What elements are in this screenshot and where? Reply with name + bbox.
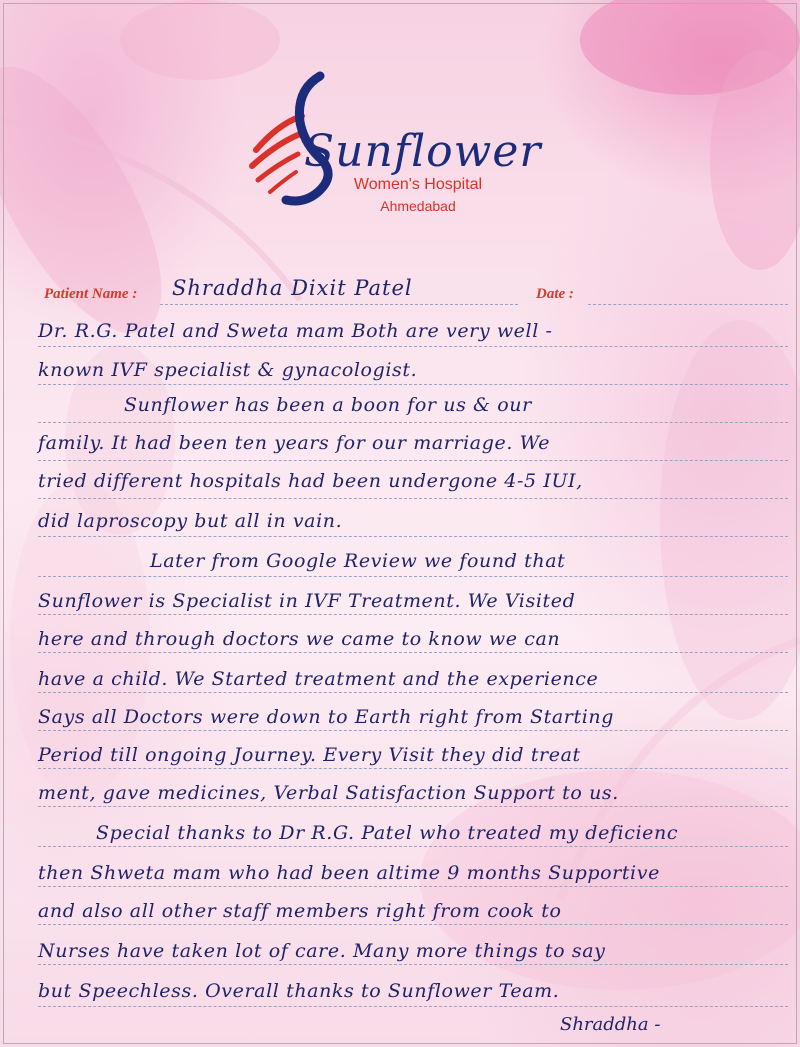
ruled-line [38, 384, 788, 385]
letter-line: Dr. R.G. Patel and Sweta mam Both are very well - [38, 320, 553, 342]
letter-line: family. It had been ten years for our marriage. We [38, 432, 551, 454]
date-label: Date : [536, 286, 574, 302]
brand-city: Ahmedabad [380, 198, 456, 214]
ruled-line [38, 692, 788, 693]
letter-line: Sunflower has been a boon for us & our [124, 394, 532, 416]
letter-line: then Shweta mam who had been altime 9 months Supportive [38, 862, 660, 884]
ruled-line [38, 730, 788, 731]
ruled-line [38, 924, 788, 925]
letter-line: Says all Doctors were down to Earth right from Starting [38, 706, 614, 728]
patient-name-rule [160, 304, 518, 305]
letter-line: Special thanks to Dr R.G. Patel who treated my deficienc [96, 822, 679, 844]
patient-name-label: Patient Name : [44, 286, 138, 302]
letter-line: here and through doctors we came to know we can [38, 628, 561, 650]
brand-name: Sunflower [304, 126, 542, 177]
brand-subtitle: Women's Hospital [353, 176, 483, 193]
ruled-line [38, 1006, 788, 1007]
hospital-logo [238, 64, 558, 224]
letter-line: Later from Google Review we found that [150, 550, 566, 572]
ruled-line [38, 652, 788, 653]
letter-line: but Speechless. Overall thanks to Sunflower Team. [38, 980, 560, 1002]
letter-line: Nurses have taken lot of care. Many more things to say [38, 940, 606, 962]
ruled-line [38, 536, 788, 537]
ruled-line [38, 576, 788, 577]
ruled-line [38, 846, 788, 847]
ruled-line [38, 964, 788, 965]
date-rule [588, 304, 788, 305]
letter-line: ment, gave medicines, Verbal Satisfaction Support to us. [38, 782, 619, 804]
signature: Shraddha - [560, 1014, 661, 1035]
letter-line: tried different hospitals had been undergone 4-5 IUI, [38, 470, 583, 492]
letter-line: Sunflower is Specialist in IVF Treatment. We Visited [38, 590, 576, 612]
ruled-line [38, 422, 788, 423]
ruled-line [38, 498, 788, 499]
ruled-line [38, 346, 788, 347]
ruled-line [38, 614, 788, 615]
ruled-line [38, 768, 788, 769]
ruled-line [38, 886, 788, 887]
letter-line: known IVF specialist & gynacologist. [38, 359, 418, 381]
ruled-line [38, 460, 788, 461]
letter-line: did laproscopy but all in vain. [38, 510, 343, 532]
patient-name-value: Shraddha Dixit Patel [172, 276, 413, 300]
letter-line: Period till ongoing Journey. Every Visit they did treat [38, 744, 581, 766]
letter-line: and also all other staff members right from cook to [38, 900, 562, 922]
ruled-line [38, 806, 788, 807]
letter-line: have a child. We Started treatment and the experience [38, 668, 599, 690]
